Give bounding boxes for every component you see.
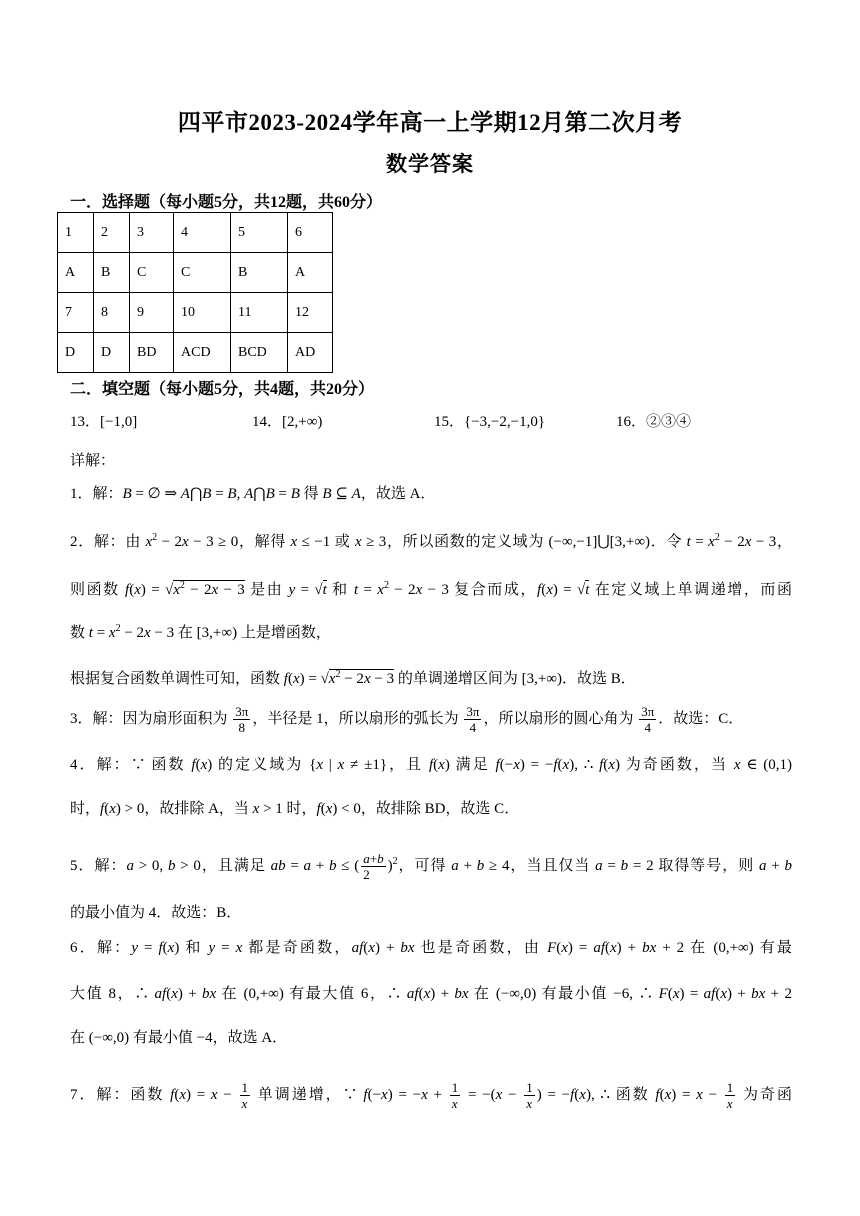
table-cell: 9 [130, 293, 174, 333]
table-cell: A [58, 253, 94, 293]
table-cell: B [94, 253, 130, 293]
table-cell: C [130, 253, 174, 293]
detail-label: 详解： [70, 453, 116, 469]
table-cell: 11 [231, 293, 288, 333]
table-row [58, 293, 333, 333]
answer-table [57, 212, 333, 373]
table-cell: C [174, 253, 231, 293]
solution-6-line-3: 在 (−∞,0) 有最小值 −4，故选 A． [70, 1030, 288, 1046]
table-cell: 12 [288, 293, 333, 333]
solution-5-line-1: 5．解：a > 0, b > 0，且满足 ab = a + b ≤ ( $\frac{a+b}{2}$ )$^2$，可得 a + b ≥ 4，当且仅当 a = b = 2 取得等号，则 a + b [70, 851, 792, 883]
table-cell: D [58, 333, 94, 373]
table-cell: BCD [231, 333, 288, 373]
table-cell: D [94, 333, 130, 373]
fill-answer-16: 16．②③④ [616, 414, 692, 430]
table-cell: 10 [174, 293, 231, 333]
table-row [58, 253, 333, 293]
solution-6-line-2: 大值 8，∴ af(x) + bx 在 (0,+∞) 有最大值 6，∴ af(x) + bx 在 (−∞,0) 有最小值 −6, ∴ F(x) = af(x) + bx + 2 [70, 986, 792, 1002]
page-title: 四平市2023-2024学年高一上学期12月第二次月考 [177, 110, 683, 135]
solution-6-line-1: 6．解：y = f(x) 和 y = x 都是奇函数，af(x) + bx 也是奇函数，由 F(x) = af(x) + bx + 2 在 (0,+∞) 有最 [70, 940, 792, 956]
solution-2-line-1: 2．解：由 $x^2 - 2x - 3 \ge 0$，解得 x ≤ −1 或 x ≥ 3，所以函数的定义域为 (−∞,−1]⋃[3,+∞)．令 $t = x^2 - 2x - 3$， [70, 532, 792, 550]
table-cell: 5 [231, 213, 288, 253]
solution-4-line-1: 4．解：∵ 函数 f(x) 的定义域为 {x | x ≠ ±1}，且 f(x) 满足 f(−x) = −f(x), ∴ f(x) 为奇函数，当 x ∈ (0,1) [70, 757, 792, 773]
table-cell: A [288, 253, 333, 293]
table-cell: AD [288, 333, 333, 373]
table-cell: 8 [94, 293, 130, 333]
solution-4-line-2: 时，f(x) > 0，故排除 A，当 x > 1 时，f(x) < 0，故排除 BD，故选 C． [70, 801, 520, 817]
fill-answer-15: 15．{−3,−2,−1,0} [434, 414, 546, 430]
section-fill-heading: 二．填空题（每小题5分，共4题，共20分） [70, 381, 375, 398]
page-subtitle: 数学答案 [386, 152, 474, 176]
table-cell: 7 [58, 293, 94, 333]
solution-2-line-2: 则函数 $f(x) = √x^2 - 2x - 3$ 是由 y = √t 和 $t = x^2 - 2x - 3$ 复合而成，f(x) = √t 在定义域上单调递增，而函 [70, 580, 792, 598]
table-cell: 6 [288, 213, 333, 253]
table-cell: 2 [94, 213, 130, 253]
solution-1: 1．解：B = ∅ ⇒ A⋂B = B, A⋂B = B 得 B ⊆ A，故选 A． [70, 486, 436, 502]
table-row [58, 333, 333, 373]
table-row [58, 213, 333, 253]
table-cell: 4 [174, 213, 231, 253]
section-choice-heading: 一．选择题（每小题5分，共12题，共60分） [70, 194, 383, 211]
table-cell: 3 [130, 213, 174, 253]
table-cell: BD [130, 333, 174, 373]
table-cell: 1 [58, 213, 94, 253]
fill-answer-13: 13．[−1,0] [70, 414, 138, 430]
solution-2-line-3: 数 $t = x^2 - 2x - 3$ 在 [3,+∞) 上是增函数， [70, 623, 331, 641]
table-cell: B [231, 253, 288, 293]
table-cell: ACD [174, 333, 231, 373]
solution-7-line-1: 7．解：函数 f(x) = x − $\frac{1}{x}$ 单调递增，∵ f(−x) = −x + $\frac{1}{x}$ = −(x − $\frac{1}{x}$ ) = −f(x), ∴ 函数 f(x) = x − $\frac{1}{x}$ 为奇函 [70, 1080, 792, 1111]
solution-2-line-4: 根据复合函数单调性可知，函数 $f(x) = √x^2 - 2x - 3$ 的单调递增区间为 [3,+∞)．故选 B． [70, 669, 636, 687]
fill-answer-14: 14．[2,+∞) [252, 414, 323, 430]
solution-3: 3．解：因为扇形面积为 $\frac{3\pi}{8}$ ，半径是 1，所以扇形的弧长为 $\frac{3\pi}{4}$ ，所以扇形的圆心角为 $\frac{3\pi}{4}$ ．故选：C． [70, 704, 744, 735]
solution-5-line-2: 的最小值为 4．故选：B． [70, 905, 242, 921]
